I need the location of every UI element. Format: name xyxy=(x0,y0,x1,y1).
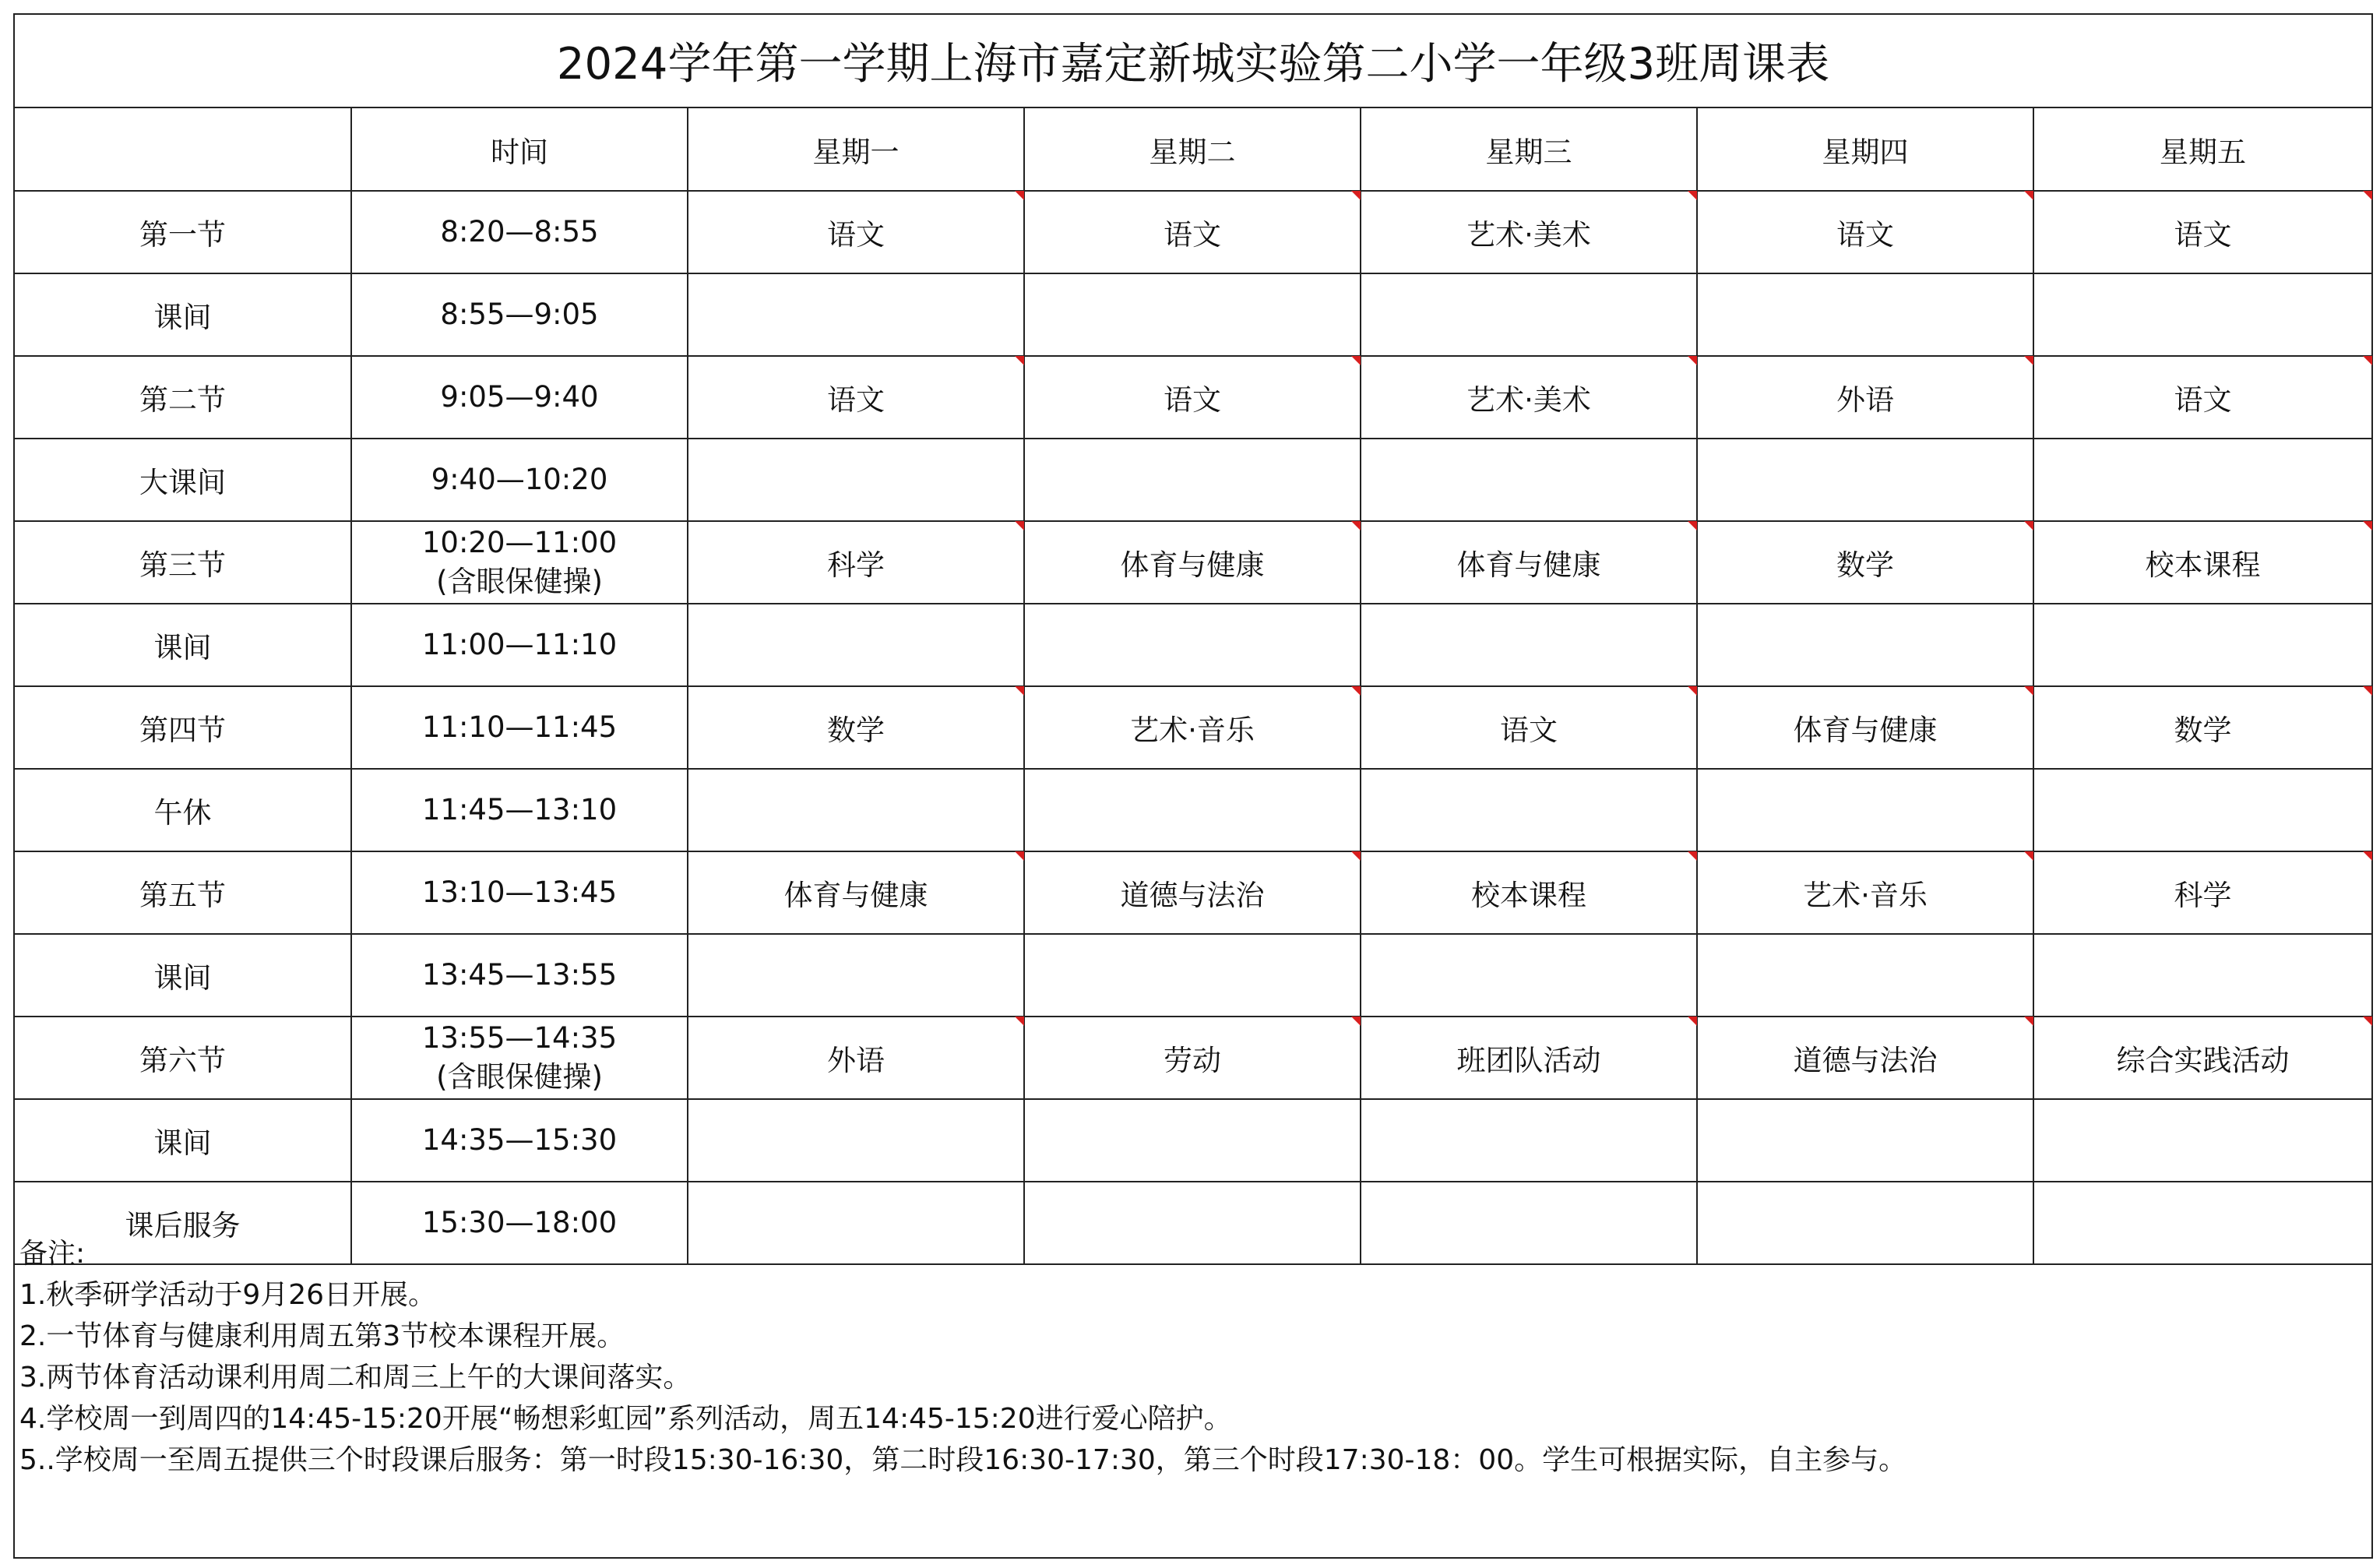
subject-cell: 体育与健康 xyxy=(1697,686,2033,769)
subject-cell xyxy=(688,604,1024,686)
subject-cell: 艺术·音乐 xyxy=(1697,851,2033,934)
subject-cell: 校本课程 xyxy=(1361,851,1697,934)
period-label: 第一节 xyxy=(15,191,351,273)
period-label: 第六节 xyxy=(15,1017,351,1099)
period-label: 第五节 xyxy=(15,851,351,934)
time-range: 13:45—13:55 xyxy=(421,958,618,992)
subject-cell: 体育与健康 xyxy=(1024,521,1361,604)
period-time xyxy=(351,1099,688,1182)
subject-cell xyxy=(688,769,1024,851)
header-blank-cell xyxy=(15,108,351,191)
header-row xyxy=(15,108,2371,191)
subject-cell xyxy=(1024,273,1361,356)
period-time xyxy=(351,191,688,273)
subject-cell: 语文 xyxy=(2033,191,2371,273)
time-range: 9:05—9:40 xyxy=(440,380,599,414)
subject-cell xyxy=(2033,604,2371,686)
subject-cell: 体育与健康 xyxy=(688,851,1024,934)
note-item: 1.秋季研学活动于9月26日开展。 xyxy=(19,1279,437,1311)
subject-cell xyxy=(1024,934,1361,1017)
subject-cell xyxy=(1361,1099,1697,1182)
timetable-sheet xyxy=(13,13,2373,1559)
time-range: 15:30—18:00 xyxy=(421,1206,618,1239)
period-label: 第三节 xyxy=(15,521,351,604)
subject-cell: 语文 xyxy=(1361,686,1697,769)
table-row xyxy=(15,604,2371,686)
subject-cell: 艺术·音乐 xyxy=(1024,686,1361,769)
subject-cell: 外语 xyxy=(1697,356,2033,439)
header-day-4: 星期三 xyxy=(1361,108,1697,191)
subject-cell: 综合实践活动 xyxy=(2033,1017,2371,1099)
notes-section xyxy=(15,1225,2371,1481)
time-note: (含眼保健操) xyxy=(436,565,603,598)
time-range: 8:55—9:05 xyxy=(440,298,599,331)
table-row xyxy=(15,769,2371,851)
subject-cell: 体育与健康 xyxy=(1361,521,1697,604)
table-row xyxy=(15,1099,2371,1182)
time-range: 11:10—11:45 xyxy=(421,710,618,744)
header-time: 时间 xyxy=(351,108,688,191)
subject-cell xyxy=(1361,439,1697,521)
table-row xyxy=(15,439,2371,521)
table-row xyxy=(15,686,2371,769)
subject-cell xyxy=(1361,769,1697,851)
subject-cell xyxy=(1697,439,2033,521)
time-range: 11:45—13:10 xyxy=(421,793,618,826)
table-row xyxy=(15,934,2371,1017)
note-item: 5..学校周一至周五提供三个时段课后服务：第一时段15:30-16:30，第二时段16:30-17:30，第三个时段17:30-18：00。学生可根据实际，自主参与。 xyxy=(19,1444,1907,1476)
header-day-2: 星期一 xyxy=(688,108,1024,191)
table-row xyxy=(15,356,2371,439)
table-row xyxy=(15,191,2371,273)
subject-cell: 艺术·美术 xyxy=(1361,356,1697,439)
subject-cell xyxy=(1024,604,1361,686)
subject-cell: 劳动 xyxy=(1024,1017,1361,1099)
header-day-5: 星期四 xyxy=(1697,108,2033,191)
subject-cell: 数学 xyxy=(2033,686,2371,769)
subject-cell xyxy=(2033,439,2371,521)
header-day-6: 星期五 xyxy=(2033,108,2371,191)
period-label: 课间 xyxy=(15,604,351,686)
subject-cell xyxy=(688,273,1024,356)
time-note: (含眼保健操) xyxy=(436,1060,603,1094)
table-row xyxy=(15,851,2371,934)
period-label: 第四节 xyxy=(15,686,351,769)
subject-cell: 道德与法治 xyxy=(1024,851,1361,934)
subject-cell: 班团队活动 xyxy=(1361,1017,1697,1099)
subject-cell: 数学 xyxy=(1697,521,2033,604)
time-range: 8:20—8:55 xyxy=(440,215,599,248)
page-title: 2024学年第一学期上海市嘉定新城实验第二小学一年级3班周课表 xyxy=(15,15,2371,108)
subject-cell xyxy=(1024,1099,1361,1182)
period-time xyxy=(351,273,688,356)
table-row xyxy=(15,1017,2371,1099)
period-label: 午休 xyxy=(15,769,351,851)
subject-cell xyxy=(2033,273,2371,356)
subject-cell xyxy=(1697,769,2033,851)
subject-cell xyxy=(1697,934,2033,1017)
period-time xyxy=(351,851,688,934)
time-range: 13:10—13:45 xyxy=(421,876,618,909)
subject-cell xyxy=(688,934,1024,1017)
table-row xyxy=(15,521,2371,604)
subject-cell xyxy=(1024,439,1361,521)
period-time xyxy=(351,934,688,1017)
subject-cell xyxy=(688,439,1024,521)
period-time xyxy=(351,356,688,439)
subject-cell: 校本课程 xyxy=(2033,521,2371,604)
time-range: 9:40—10:20 xyxy=(431,463,608,496)
subject-cell xyxy=(1361,604,1697,686)
period-label: 课间 xyxy=(15,934,351,1017)
period-label: 课间 xyxy=(15,273,351,356)
period-time xyxy=(351,521,688,604)
period-time xyxy=(351,439,688,521)
subject-cell: 语文 xyxy=(1024,356,1361,439)
subject-cell xyxy=(2033,1099,2371,1182)
period-time xyxy=(351,686,688,769)
subject-cell xyxy=(1361,934,1697,1017)
note-item: 3.两节体育活动课利用周二和周三上午的大课间落实。 xyxy=(19,1362,692,1394)
subject-cell: 数学 xyxy=(688,686,1024,769)
period-time xyxy=(351,604,688,686)
subject-cell xyxy=(688,1099,1024,1182)
subject-cell: 科学 xyxy=(2033,851,2371,934)
subject-cell xyxy=(1697,1099,2033,1182)
subject-cell: 语文 xyxy=(688,356,1024,439)
subject-cell xyxy=(1361,273,1697,356)
subject-cell: 语文 xyxy=(1024,191,1361,273)
time-range: 10:20—11:00 xyxy=(421,526,618,559)
subject-cell: 语文 xyxy=(688,191,1024,273)
subject-cell: 外语 xyxy=(688,1017,1024,1099)
header-day-3: 星期二 xyxy=(1024,108,1361,191)
period-label: 课后服务 xyxy=(15,1182,351,1264)
subject-cell: 语文 xyxy=(1697,191,2033,273)
note-item: 2.一节体育与健康利用周五第3节校本课程开展。 xyxy=(19,1320,625,1352)
table-row xyxy=(15,273,2371,356)
subject-cell xyxy=(2033,934,2371,1017)
subject-cell: 语文 xyxy=(2033,356,2371,439)
subject-cell xyxy=(1697,273,2033,356)
period-time xyxy=(351,1017,688,1099)
subject-cell: 艺术·美术 xyxy=(1361,191,1697,273)
time-range: 11:00—11:10 xyxy=(421,628,618,661)
time-range: 14:35—15:30 xyxy=(421,1123,618,1157)
subject-cell xyxy=(2033,769,2371,851)
timetable xyxy=(15,108,2371,1265)
period-label: 第二节 xyxy=(15,356,351,439)
subject-cell xyxy=(1024,769,1361,851)
note-item: 4.学校周一到周四的14:45-15:20开展“畅想彩虹园”系列活动，周五14:45-15:20进行爱心陪护。 xyxy=(19,1403,1232,1435)
time-range: 13:55—14:35 xyxy=(421,1021,618,1055)
period-label: 课间 xyxy=(15,1099,351,1182)
subject-cell: 道德与法治 xyxy=(1697,1017,2033,1099)
period-time xyxy=(351,769,688,851)
period-label: 大课间 xyxy=(15,439,351,521)
subject-cell: 科学 xyxy=(688,521,1024,604)
notes-heading: 备注: xyxy=(19,1238,86,1270)
subject-cell xyxy=(1697,604,2033,686)
